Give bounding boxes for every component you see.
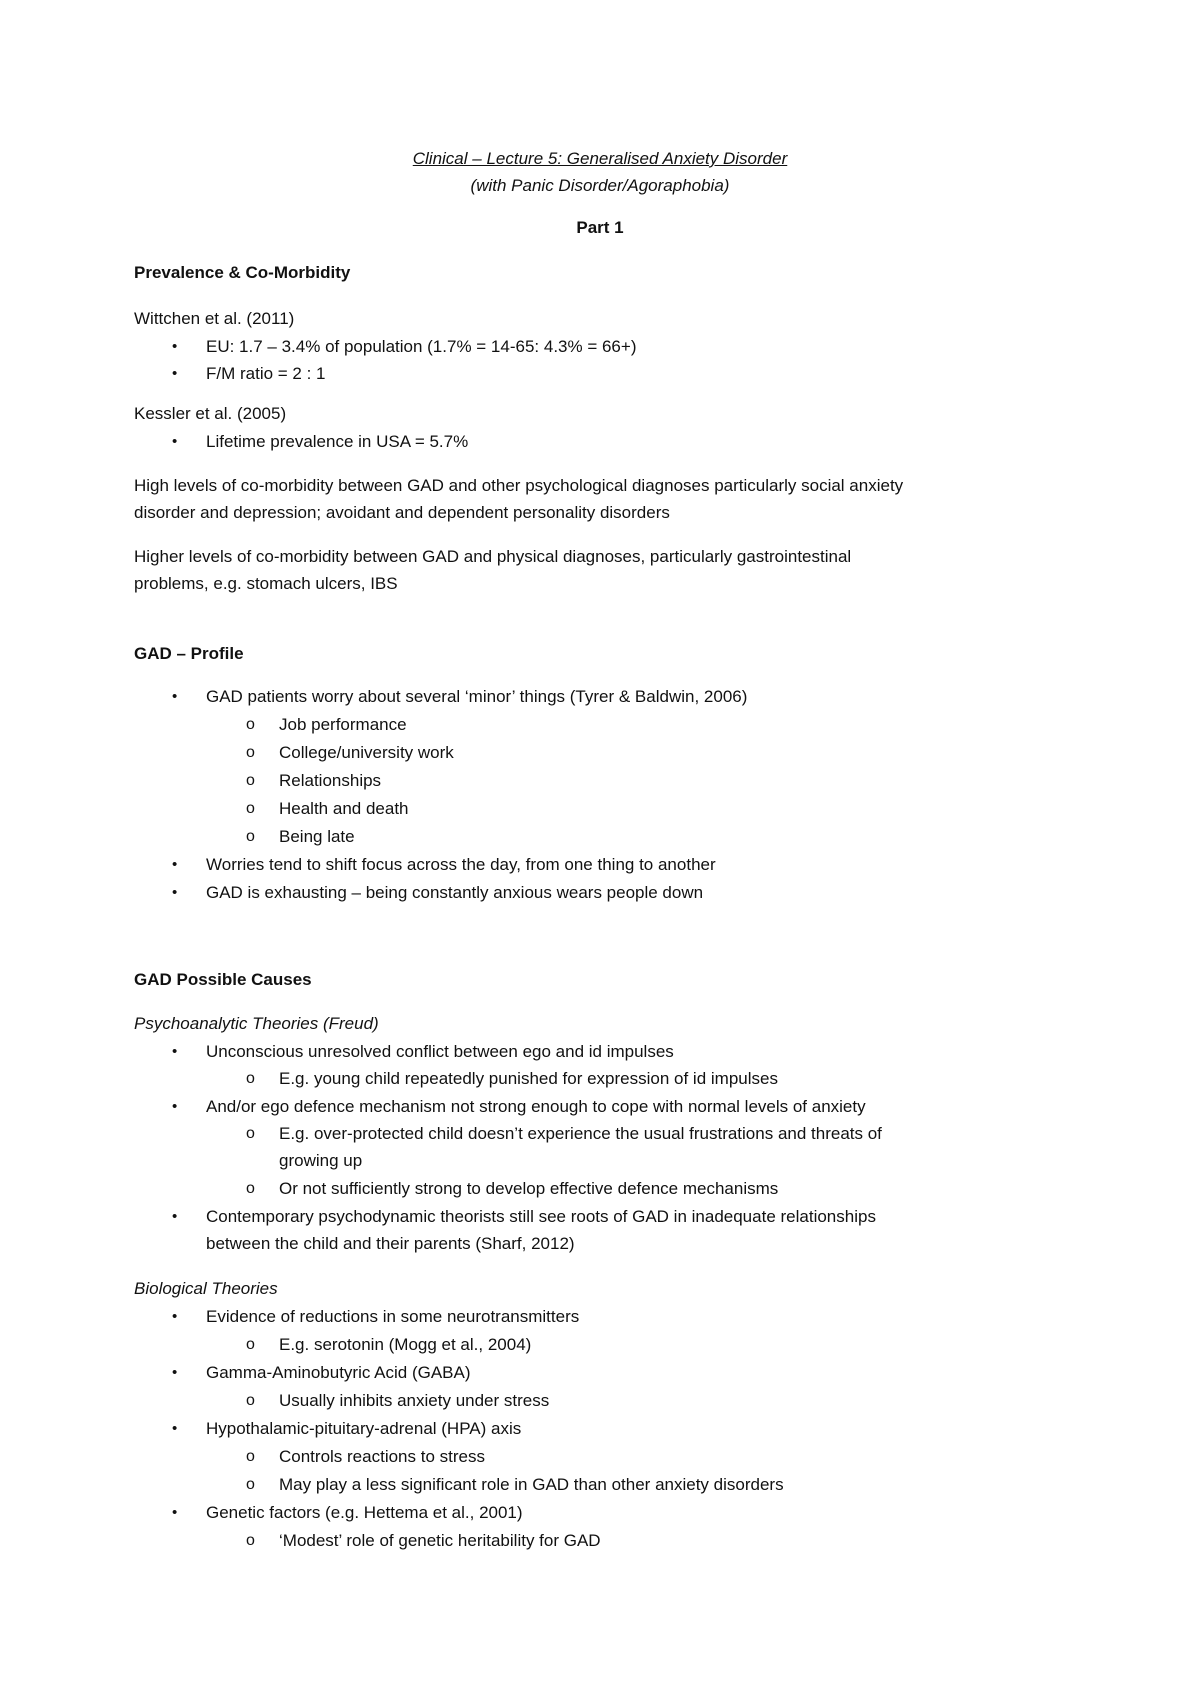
bullet-icon: • [172,884,178,901]
list-item: F/M ratio = 2 : 1 [206,364,326,383]
bullet-icon: • [172,1098,178,1115]
sub-list-item: Being late [279,827,355,846]
sub-list-item: E.g. serotonin (Mogg et al., 2004) [279,1335,532,1354]
sub-bullet-icon: o [246,772,255,789]
sub-list-item: Usually inhibits anxiety under stress [279,1391,550,1410]
bullet-icon: • [172,433,178,450]
sub-bullet-icon: o [246,1476,255,1493]
sub-bullet-icon: o [246,1392,255,1409]
sub-bullet-icon: o [246,744,255,761]
list-item-continuation: between the child and their parents (Sharf, 2012) [206,1234,575,1253]
section-heading-causes: GAD Possible Causes [134,970,312,989]
sub-list-item: E.g. over-protected child doesn’t experience the usual frustrations and threats of [279,1124,882,1143]
sub-list-item: E.g. young child repeatedly punished for expression of id impulses [279,1069,778,1088]
bullet-icon: • [172,338,178,355]
sub-list-item: May play a less significant role in GAD than other anxiety disorders [279,1475,784,1494]
sub-bullet-icon: o [246,1180,255,1197]
paragraph-line: problems, e.g. stomach ulcers, IBS [134,574,398,593]
reference-kessler: Kessler et al. (2005) [134,404,287,423]
sub-list-item: College/university work [279,743,454,762]
bullet-icon: • [172,1504,178,1521]
bullet-icon: • [172,1043,178,1060]
part-label: Part 1 [576,218,624,237]
list-item: GAD is exhausting – being constantly anxious wears people down [206,883,704,902]
sub-list-item: Health and death [279,799,409,818]
document-title: Clinical – Lecture 5: Generalised Anxiety Disorder [412,149,788,168]
bullet-icon: • [172,1420,178,1437]
reference-wittchen: Wittchen et al. (2011) [134,309,295,328]
list-item: Lifetime prevalence in USA = 5.7% [206,432,469,451]
list-item: EU: 1.7 – 3.4% of population (1.7% = 14-65: 4.3% = 66+) [206,337,637,356]
list-item: Hypothalamic-pituitary-adrenal (HPA) axis [206,1419,522,1438]
bullet-icon: • [172,1208,178,1225]
bullet-icon: • [172,365,178,382]
subsection-heading-biological: Biological Theories [134,1279,278,1298]
sub-bullet-icon: o [246,828,255,845]
sub-list-item-continuation: growing up [279,1151,363,1170]
sub-list-item: Controls reactions to stress [279,1447,485,1466]
document-subtitle: (with Panic Disorder/Agoraphobia) [470,176,730,195]
sub-bullet-icon: o [246,1448,255,1465]
list-item: Unconscious unresolved conflict between ego and id impulses [206,1042,674,1061]
paragraph-line: Higher levels of co-morbidity between GAD and physical diagnoses, particularly gastrointestinal [134,547,852,566]
sub-bullet-icon: o [246,1070,255,1087]
section-heading-prevalence: Prevalence & Co-Morbidity [134,263,351,282]
list-item: Worries tend to shift focus across the day, from one thing to another [206,855,716,874]
bullet-icon: • [172,856,178,873]
list-item: Contemporary psychodynamic theorists still see roots of GAD in inadequate relationships [206,1207,876,1226]
sub-bullet-icon: o [246,1125,255,1142]
subsection-heading-psychoanalytic: Psychoanalytic Theories (Freud) [134,1014,379,1033]
bullet-icon: • [172,1364,178,1381]
sub-list-item: Or not sufficiently strong to develop effective defence mechanisms [279,1179,779,1198]
paragraph-line: disorder and depression; avoidant and dependent personality disorders [134,503,670,522]
list-item: Gamma-Aminobutyric Acid (GABA) [206,1363,471,1382]
sub-list-item: Job performance [279,715,407,734]
list-item: GAD patients worry about several ‘minor’ things (Tyrer & Baldwin, 2006) [206,687,748,706]
sub-bullet-icon: o [246,1532,255,1549]
sub-list-item: Relationships [279,771,382,790]
sub-bullet-icon: o [246,1336,255,1353]
bullet-icon: • [172,1308,178,1325]
sub-bullet-icon: o [246,716,255,733]
list-item: Genetic factors (e.g. Hettema et al., 2001) [206,1503,523,1522]
section-heading-profile: GAD – Profile [134,644,244,663]
sub-bullet-icon: o [246,800,255,817]
bullet-icon: • [172,688,178,705]
paragraph-line: High levels of co-morbidity between GAD and other psychological diagnoses particularly social anxiety [134,476,904,495]
list-item: And/or ego defence mechanism not strong enough to cope with normal levels of anxiety [206,1097,866,1116]
list-item: Evidence of reductions in some neurotransmitters [206,1307,580,1326]
sub-list-item: ‘Modest’ role of genetic heritability for GAD [279,1531,601,1550]
